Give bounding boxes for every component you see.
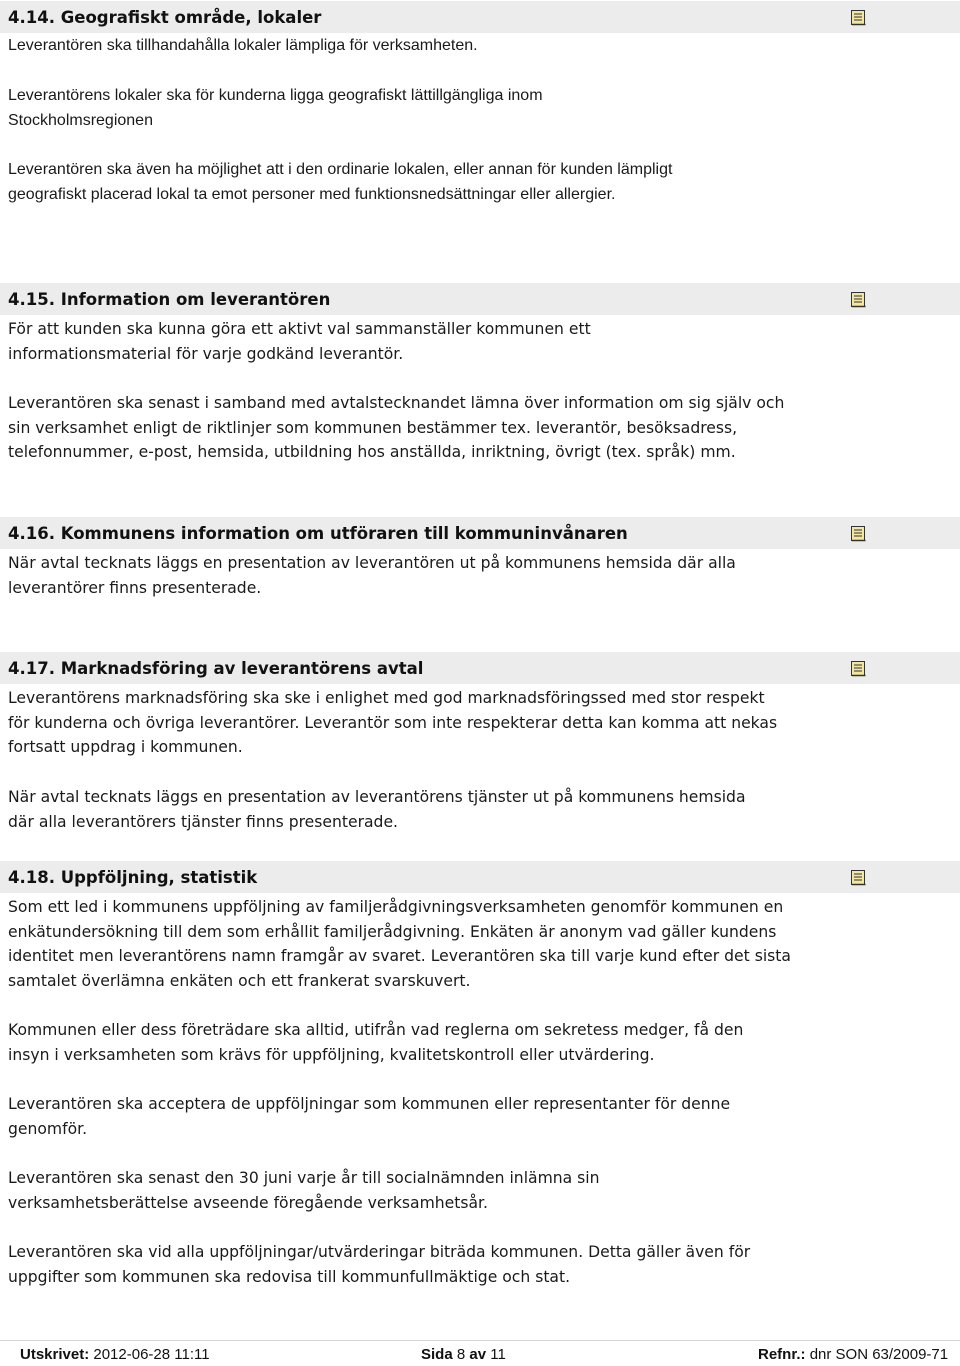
paragraph: Leverantören ska senast den 30 juni varje år till socialnämnden inlämna sin verksamhetsberättelse avseende föregående verksamhetsår. [8, 1169, 600, 1212]
page-footer [0, 1346, 960, 1366]
section-4-18 [0, 861, 960, 893]
paragraph: Leverantören ska tillhandahålla lokaler lämpliga för verksamheten. [8, 37, 478, 54]
paragraph: Leverantörens marknadsföring ska ske i enlighet med god marknadsföringssed med stor respekt för kunderna och övriga leverantörer. Leverantör som inte respekterar detta kan komma att nekas fortsatt uppdrag i kommunen. [8, 689, 778, 757]
section-title: 4.18. Uppföljning, statistik [8, 867, 258, 887]
page-label: Sida [421, 1346, 453, 1363]
page-current: 8 [456, 1346, 466, 1363]
section-title: 4.15. Information om leverantören [8, 289, 331, 309]
printed-date: 2012-06-28 11:11 [93, 1346, 210, 1363]
section-header [0, 283, 960, 315]
paragraph: Leverantörens lokaler ska för kunderna ligga geografiskt lättillgängliga inom Stockholmsregionen [8, 87, 543, 129]
page-total: 11 [490, 1346, 506, 1363]
page-of: av [469, 1346, 487, 1363]
section-4-16 [0, 517, 960, 549]
reference-label: Refnr.: [758, 1346, 806, 1363]
reference-number: dnr SON 63/2009-71 [809, 1346, 949, 1363]
section-header [0, 652, 960, 684]
note-icon[interactable] [850, 525, 867, 542]
printed-info [20, 1346, 210, 1363]
note-icon[interactable] [850, 660, 867, 677]
paragraph: Leverantören ska acceptera de uppföljningar som kommunen eller representanter för denne genomför. [8, 1095, 731, 1138]
note-icon[interactable] [850, 869, 867, 886]
paragraph: Leverantören ska vid alla uppföljningar/utvärderingar biträda kommunen. Detta gäller även för uppgifter som kommunen ska redovisa till kommunfullmäktige och stat. [8, 1243, 751, 1286]
paragraph: Leverantören ska senast i samband med avtalstecknandet lämna över information om sig själv och sin verksamhet enligt de riktlinjer som kommunen bestämmer tex. leverantör, besöksadress, telefonnummer, e-post, hemsida, utbildning hos anställda, inriktning, övrigt (tex. språk) mm. [8, 394, 785, 462]
section-title: 4.14. Geografiskt område, lokaler [8, 7, 322, 27]
footer-divider [0, 1340, 960, 1341]
section-4-14 [0, 1, 960, 33]
section-title: 4.16. Kommunens information om utföraren till kommuninvånaren [8, 523, 628, 543]
page-info [421, 1346, 506, 1363]
note-icon[interactable] [850, 291, 867, 308]
section-header [0, 517, 960, 549]
section-header [0, 1, 960, 33]
section-header [0, 861, 960, 893]
paragraph: För att kunden ska kunna göra ett aktivt val sammanställer kommunen ett informationsmaterial för varje godkänd leverantör. [8, 320, 591, 363]
paragraph: När avtal tecknats läggs en presentation av leverantören ut på kommunens hemsida där alla leverantörer finns presenterade. [8, 554, 736, 597]
paragraph: När avtal tecknats läggs en presentation av leverantörens tjänster ut på kommunens hemsida där alla leverantörers tjänster finns presenterade. [8, 788, 746, 831]
reference-info [758, 1346, 948, 1363]
paragraph: Leverantören ska även ha möjlighet att i den ordinarie lokalen, eller annan för kunden lämpligt geografiskt placerad lokal ta emot personer med funktionsnedsättningar eller allergier. [8, 161, 673, 203]
paragraph: Som ett led i kommunens uppföljning av familjerådgivningsverksamheten genomför kommunen en enkätundersökning till dem som erhållit familjerådgivning. Enkäten är anonym vad gäller kundens identitet men leverantörens namn framgår av svaret. Leverantören ska till varje kund efter det sista samtalet överlämna enkäten och ett frankerat svarskuvert. [8, 898, 791, 990]
section-4-15 [0, 283, 960, 315]
paragraph: Kommunen eller dess företrädare ska alltid, utifrån vad reglerna om sekretess medger, få den insyn i verksamheten som krävs för uppföljning, kvalitetskontroll eller utvärdering. [8, 1021, 744, 1064]
printed-label: Utskrivet: [20, 1346, 90, 1363]
note-icon[interactable] [850, 9, 867, 26]
section-title: 4.17. Marknadsföring av leverantörens avtal [8, 658, 424, 678]
section-4-17 [0, 652, 960, 684]
